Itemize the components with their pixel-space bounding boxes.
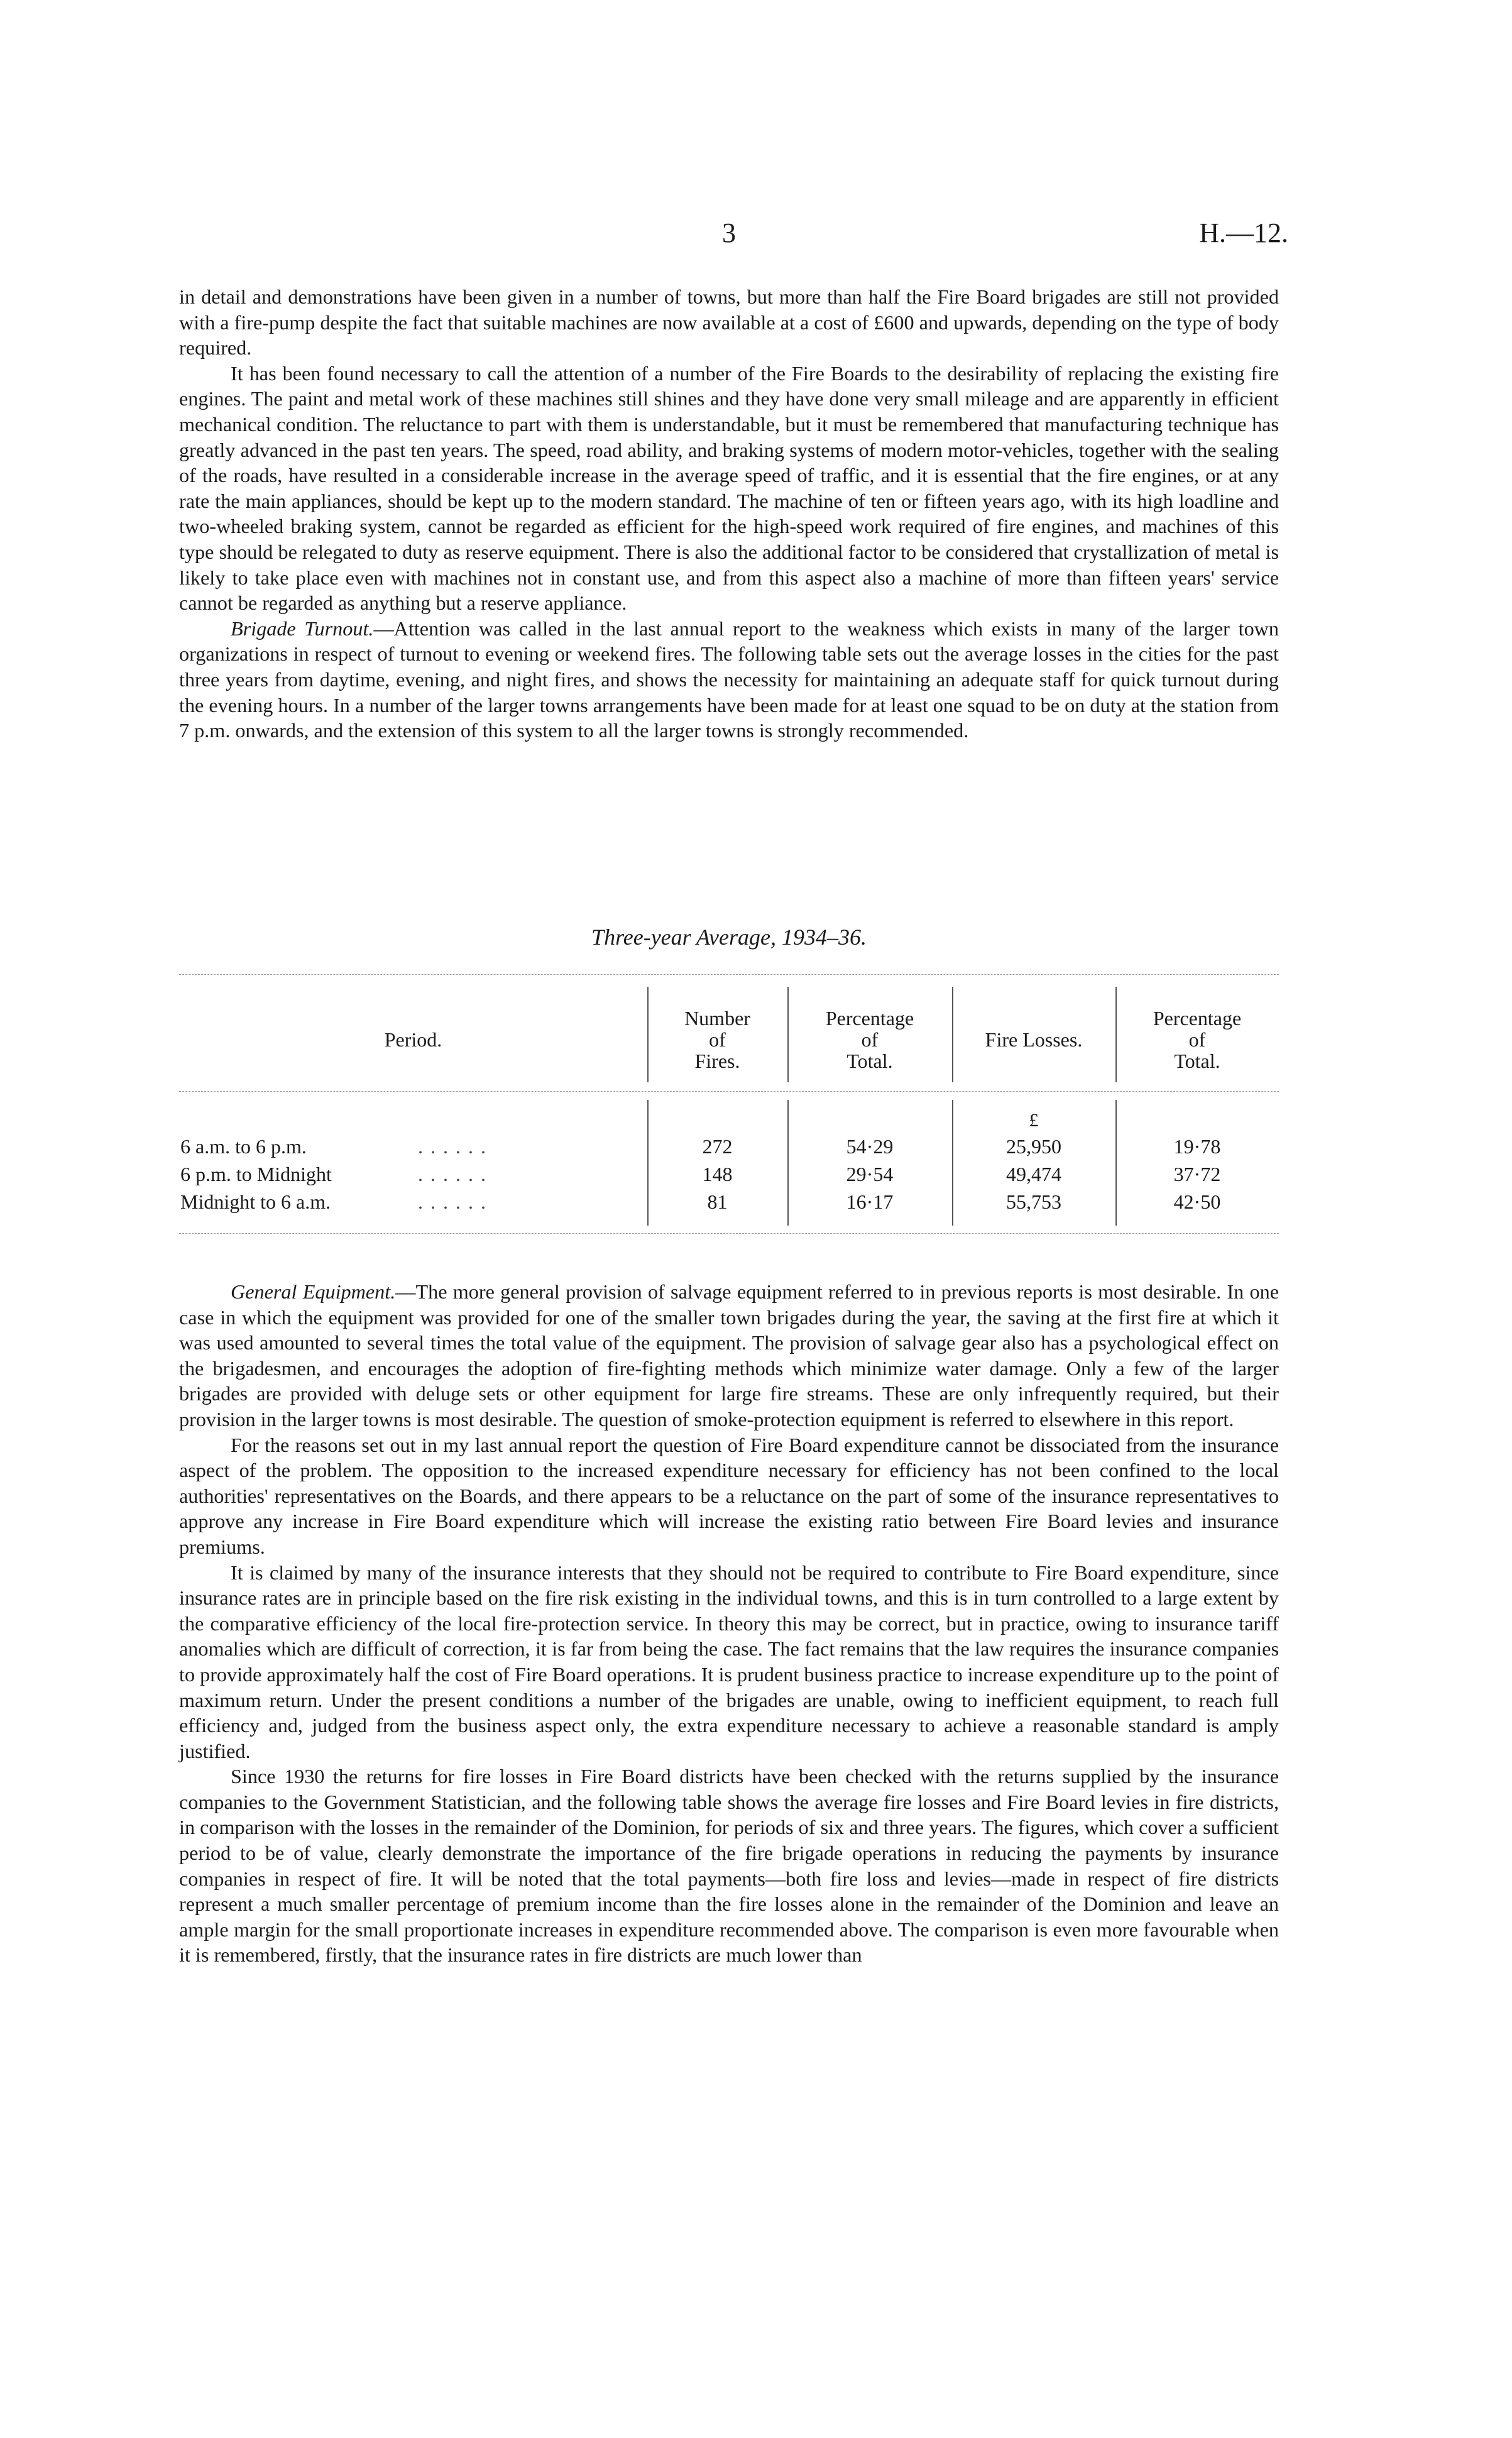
- table-top-rule: [179, 974, 1279, 975]
- closing-text: [179, 1279, 1279, 1968]
- page-header: [0, 217, 1512, 255]
- page-number: 3: [722, 217, 736, 248]
- paragraph-insurance-interests: It is claimed by many of the insurance interests that they should not be required to contribute to Fire Board expenditure, since insurance rates are in principle based on the fire risk existing in the individual towns, and this is in turn controlled to a large extent by the comparative efficiency of the local fire-protection service. In theory this may be correct, but in practice, owing to insurance tariff anomalies which are difficult of correction, it is far from being the case. The fact remains that the law requires the insurance companies to provide approximately half the cost of Fire Board operations. It is prudent business practice to increase expenditure up to the point of maximum return. Under the present conditions a number of the brigades are unable, owing to inefficient equipment, to reach full efficiency and, judged from the business aspect only, the extra expenditure necessary to achieve a reasonable standard is amply justified.: [179, 1561, 1279, 1762]
- cell-percentage-fires: 29·54: [846, 1163, 894, 1185]
- paragraph-expenditure: For the reasons set out in my last annual report the question of Fire Board expenditure cannot be dissociated from the insurance aspect of the problem. The opposition to the increased expenditure necessary for efficiency has not been confined to the local authorities' representatives on the Boards, and there appears to be a reluctance on the part of some of the insurance representatives to approve any increase in Fire Board expenditure which will increase the existing ratio between Fire Board levies and insurance premiums.: [179, 1433, 1279, 1558]
- cell-percentage-losses: 37·72: [1173, 1163, 1221, 1185]
- paragraph-brigade-turnout: [179, 616, 1279, 744]
- paragraph-general-equipment: [179, 1279, 1279, 1432]
- document-reference: H.—12.: [1199, 217, 1288, 248]
- cell-period: Midnight to 6 a.m.: [180, 1190, 331, 1213]
- table-header-rule: [179, 1091, 1279, 1092]
- leader-dots: . . . . . .: [418, 1135, 487, 1158]
- cell-fires: 148: [702, 1163, 733, 1185]
- leader-dots: . . . . . .: [418, 1163, 487, 1185]
- cell-percentage-fires: 16·17: [846, 1190, 894, 1213]
- cell-fire-losses: 55,753: [1006, 1190, 1061, 1213]
- fire-losses-table: [179, 974, 1279, 1238]
- header-percentage-fires: Percentage of Total.: [825, 1007, 914, 1072]
- leader-dots: . . . . . .: [418, 1190, 487, 1213]
- cell-percentage-fires: 54·29: [846, 1135, 894, 1158]
- header-percentage-losses: Percentage of Total.: [1153, 1007, 1242, 1072]
- cell-fires: 272: [702, 1135, 733, 1158]
- cell-period: 6 p.m. to Midnight: [180, 1163, 332, 1185]
- cell-period: 6 a.m. to 6 p.m.: [180, 1135, 307, 1158]
- intro-text: [179, 284, 1279, 744]
- section-heading-brigade-turnout: Brigade Turnout.: [231, 617, 374, 640]
- paragraph-brigade-turnout-text: —Attention was called in the last annual report to the weakness which exists in many of the larger town organizations in respect of turnout to evening or weekend fires. The following table sets out the average losses in the cities for the past three years from daytime, evening, and night fires, and shows the necessity for maintaining an adequate staff for quick turnout during the evening hours. In a number of the larger towns arrangements have been made for at least one squad to be on duty at the station from 7 p.m. onwards, and the extension of this system to all the larger towns is strongly recommended.: [179, 617, 1279, 742]
- table-title: Three-year Average, 1934–36.: [591, 925, 867, 950]
- cell-percentage-losses: 42·50: [1173, 1190, 1221, 1213]
- paragraph-continued: in detail and demonstrations have been given in a number of towns, but more than half the Fire Board brigades are still not provided with a fire-pump despite the fact that suitable machines are now available at a cost of £600 and upwards, depending on the type of body required.: [179, 285, 1279, 360]
- table-bottom-rule: [179, 1233, 1279, 1234]
- cell-fire-losses: 49,474: [1006, 1163, 1061, 1185]
- paragraph-general-equipment-text: —The more general provision of salvage equipment referred to in previous reports is most desirable. In one case in which the equipment was provided for one of the smaller town brigades during the year, the saving at the first fire at which it was used amounted to several times the total value of the equipment. The provision of salvage gear also has a psychological effect on the brigadesmen, and encourages the adoption of fire-fighting methods which minimize water damage. Only a few of the larger brigades are provided with deluge sets or other equipment for large fire streams. These are only infrequently required, but their provision in the larger towns is most desirable. The question of smoke-protection equipment is referred to elsewhere in this report.: [179, 1280, 1279, 1430]
- section-heading-general-equipment: General Equipment.: [231, 1280, 396, 1303]
- header-period: Period.: [384, 1028, 442, 1051]
- header-fire-losses: Fire Losses.: [985, 1028, 1083, 1051]
- paragraph-returns-since-1930: Since 1930 the returns for fire losses in Fire Board districts have been checked with the returns supplied by the insurance companies to the Government Statistician, and the following table shows the average fire losses and Fire Board levies in fire districts, in comparison with the losses in the remainder of the Dominion, for periods of six and three years. The figures, which cover a sufficient period to be of value, clearly demonstrate the importance of the fire brigade operations in reducing the payments by insurance companies in respect of fire. It will be noted that the total payments—both fire loss and levies—made in respect of fire districts represent a much smaller percentage of premium income than the fire losses alone in the remainder of the Dominion and leave an ample margin for the small proportionate increases in expenditure recommended above. The comparison is even more favourable when it is remembered, firstly, that the insurance rates in fire districts are much lower than: [179, 1765, 1279, 1967]
- cell-percentage-losses: 19·78: [1173, 1135, 1221, 1158]
- cell-fire-losses: 25,950: [1006, 1135, 1061, 1158]
- paragraph-fire-engines: It has been found necessary to call the attention of a number of the Fire Boards to the desirability of replacing the existing fire engines. The paint and metal work of these machines still shines and they have done very small mileage and are apparently in efficient mechanical condition. The reluctance to part with them is understandable, but it must be remembered that manufacturing technique has greatly advanced in the past ten years. The speed, road ability, and braking systems of modern motor-vehicles, together with the sealing of the roads, have resulted in a considerable increase in the average speed of traffic, and it is essential that the fire engines, or at any rate the main appliances, should be kept up to the modern standard. The machine of ten or fifteen years ago, with its high loadline and two-wheeled braking system, cannot be regarded as efficient for the high-speed work required of fire engines, and machines of this type should be relegated to duty as reserve equipment. There is also the additional factor to be considered that crystallization of metal is likely to take place even with machines not in constant use, and from this aspect also a machine of more than fifteen years' service cannot be regarded as anything but a reserve appliance.: [179, 361, 1279, 615]
- header-number-of-fires: Number of Fires.: [684, 1007, 750, 1072]
- currency-unit: £: [1029, 1110, 1039, 1131]
- table-row: [179, 1133, 1279, 1160]
- cell-fires: 81: [707, 1190, 728, 1213]
- table-row: [179, 1188, 1279, 1216]
- table-row: [179, 1160, 1279, 1188]
